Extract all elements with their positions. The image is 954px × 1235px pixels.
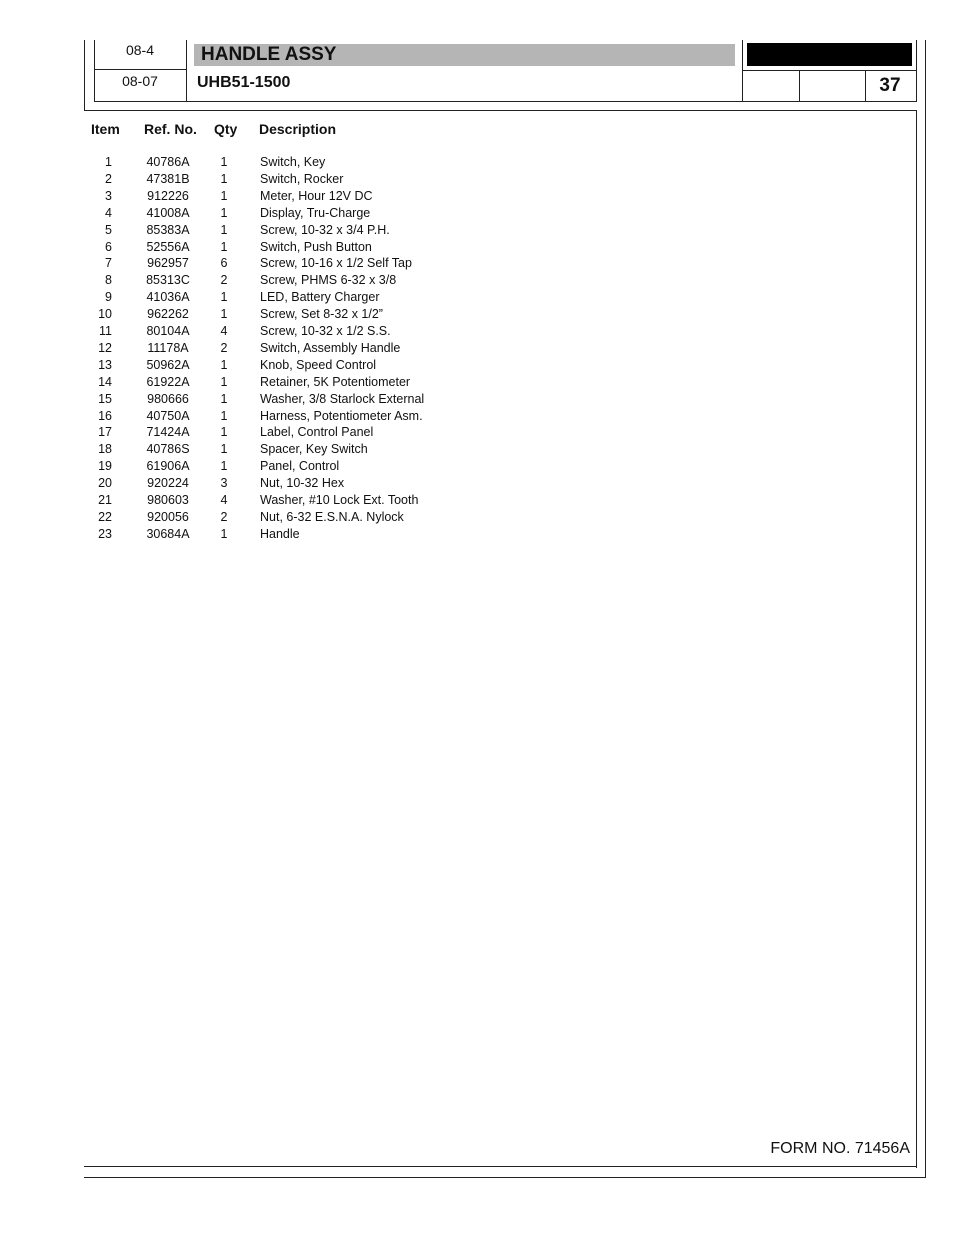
page-title: HANDLE ASSY [201, 44, 337, 65]
table-row [0, 255, 954, 272]
table-row [0, 391, 954, 408]
description: Washer, #10 Lock Ext. Tooth [260, 493, 419, 507]
table-row [0, 424, 954, 441]
quantity: 1 [220, 239, 228, 254]
quantity: 1 [220, 188, 228, 203]
item-number: 1 [105, 155, 112, 169]
item-number: 22 [98, 509, 112, 524]
ref-number: 30684A [146, 526, 190, 541]
table-row [0, 205, 954, 222]
quantity: 1 [220, 222, 228, 237]
table-row [0, 357, 954, 374]
description: Nut, 10-32 Hex [260, 476, 345, 491]
description: Knob, Speed Control [260, 357, 377, 372]
description: Display, Tru-Charge [260, 205, 371, 220]
ref-number: 40786A [146, 155, 190, 169]
item-number: 19 [98, 459, 112, 474]
item-number: 4 [105, 205, 112, 220]
quantity: 6 [220, 256, 228, 271]
revision-right-border [186, 40, 187, 101]
ref-number: 920056 [147, 509, 189, 524]
description: Screw, 10-32 x 1/2 S.S. [260, 324, 391, 338]
table-row [0, 509, 954, 526]
column-header-ref-no: Ref. No. [144, 121, 197, 137]
quantity: 1 [220, 290, 228, 305]
ref-number: 11178A [147, 340, 189, 355]
box-border-right [916, 40, 917, 101]
content-top-line [84, 110, 917, 111]
table-row [0, 154, 954, 171]
quantity: 2 [220, 340, 228, 355]
ref-number: 962262 [147, 307, 189, 322]
item-number: 10 [98, 307, 112, 322]
item-number: 21 [98, 493, 112, 507]
left-border-header [84, 40, 85, 110]
black-tab [747, 43, 912, 66]
quantity: 4 [220, 493, 228, 507]
ref-number: 920224 [147, 476, 189, 491]
item-number: 11 [99, 324, 112, 338]
ref-number: 61922A [146, 374, 190, 389]
ref-number: 980603 [147, 493, 189, 507]
ref-number: 52556A [146, 239, 190, 254]
quantity: 1 [220, 357, 228, 372]
table-row [0, 323, 954, 340]
table-row [0, 289, 954, 306]
ref-number: 47381B [146, 171, 190, 186]
table-row [0, 458, 954, 475]
box-divider [742, 70, 916, 71]
table-row [0, 526, 954, 543]
item-number: 17 [98, 425, 112, 440]
description: Screw, Set 8-32 x 1/2” [260, 307, 383, 322]
description: Switch, Rocker [260, 171, 344, 186]
description: LED, Battery Charger [260, 290, 380, 305]
table-row [0, 239, 954, 256]
table-row [0, 441, 954, 458]
description: Screw, 10-16 x 1/2 Self Tap [260, 256, 412, 271]
revision-top: 08-4 [125, 42, 155, 58]
item-number: 9 [105, 290, 112, 305]
description: Meter, Hour 12V DC [260, 188, 373, 203]
quantity: 1 [220, 459, 228, 474]
quantity: 1 [220, 171, 228, 186]
table-row [0, 306, 954, 323]
column-header-item: Item [91, 121, 120, 137]
item-number: 18 [98, 442, 112, 457]
item-number: 13 [98, 357, 112, 372]
table-row [0, 171, 954, 188]
quantity: 1 [220, 374, 228, 389]
item-number: 20 [98, 476, 112, 491]
ref-number: 85383A [146, 222, 190, 237]
quantity: 2 [220, 509, 228, 524]
item-number: 8 [105, 273, 112, 288]
ref-number: 71424A [146, 425, 190, 440]
ref-number: 85313C [146, 273, 190, 288]
description: Nut, 6-32 E.S.N.A. Nylock [260, 509, 404, 524]
quantity: 2 [220, 273, 228, 288]
quantity: 1 [220, 205, 228, 220]
item-number: 7 [105, 256, 112, 271]
column-header-description: Description [259, 121, 337, 137]
quantity: 1 [220, 442, 228, 457]
item-number: 6 [105, 239, 112, 254]
ref-number: 41008A [146, 205, 190, 220]
ref-number: 40750A [146, 408, 190, 423]
column-header-qty: Qty [214, 121, 238, 137]
description: Washer, 3/8 Starlock External [260, 391, 425, 406]
item-number: 2 [105, 171, 112, 186]
table-row [0, 222, 954, 239]
quantity: 3 [220, 476, 228, 491]
quantity: 1 [220, 155, 228, 169]
quantity: 1 [220, 408, 228, 423]
item-number: 5 [105, 222, 112, 237]
description: Screw, 10-32 x 3/4 P.H. [260, 222, 390, 237]
item-number: 14 [98, 374, 112, 389]
quantity: 1 [220, 307, 228, 322]
table-row [0, 340, 954, 357]
quantity: 1 [220, 391, 228, 406]
description: Handle [260, 526, 300, 541]
description: Panel, Control [260, 459, 340, 474]
description: Switch, Key [260, 155, 326, 169]
content-bottom-line [84, 1166, 917, 1167]
quantity: 4 [220, 324, 228, 338]
ref-number: 980666 [147, 391, 189, 406]
quantity: 1 [220, 526, 228, 541]
item-number: 12 [98, 340, 112, 355]
table-row [0, 408, 954, 425]
header-bottom-line [94, 101, 917, 102]
item-number: 16 [98, 408, 112, 423]
ref-number: 80104A [146, 324, 190, 338]
table-row [0, 188, 954, 205]
ref-number: 50962A [146, 357, 190, 372]
revision-bottom: 08-07 [122, 73, 158, 89]
model-number: UHB51-1500 [197, 74, 291, 91]
ref-number: 912226 [147, 188, 189, 203]
ref-number: 962957 [147, 256, 189, 271]
item-number: 3 [105, 188, 112, 203]
description: Screw, PHMS 6-32 x 3/8 [260, 273, 397, 288]
description: Retainer, 5K Potentiometer [260, 374, 411, 389]
description: Label, Control Panel [260, 425, 374, 440]
item-number: 15 [98, 391, 112, 406]
ref-number: 61906A [146, 459, 190, 474]
table-row [0, 272, 954, 289]
ref-number: 41036A [146, 290, 190, 305]
revision-left-border [94, 40, 95, 101]
description: Switch, Push Button [260, 239, 372, 254]
table-row [0, 374, 954, 391]
outer-bottom-line [84, 1177, 926, 1178]
table-row [0, 492, 954, 509]
page-number: 37 [879, 75, 901, 96]
table-row [0, 475, 954, 492]
description: Harness, Potentiometer Asm. [260, 408, 423, 423]
description: Spacer, Key Switch [260, 442, 368, 457]
item-number: 23 [98, 526, 112, 541]
ref-number: 40786S [146, 442, 190, 457]
quantity: 1 [220, 425, 228, 440]
description: Switch, Assembly Handle [260, 340, 401, 355]
form-number: FORM NO. 71456A [770, 1140, 910, 1157]
box-border-2 [799, 70, 800, 101]
